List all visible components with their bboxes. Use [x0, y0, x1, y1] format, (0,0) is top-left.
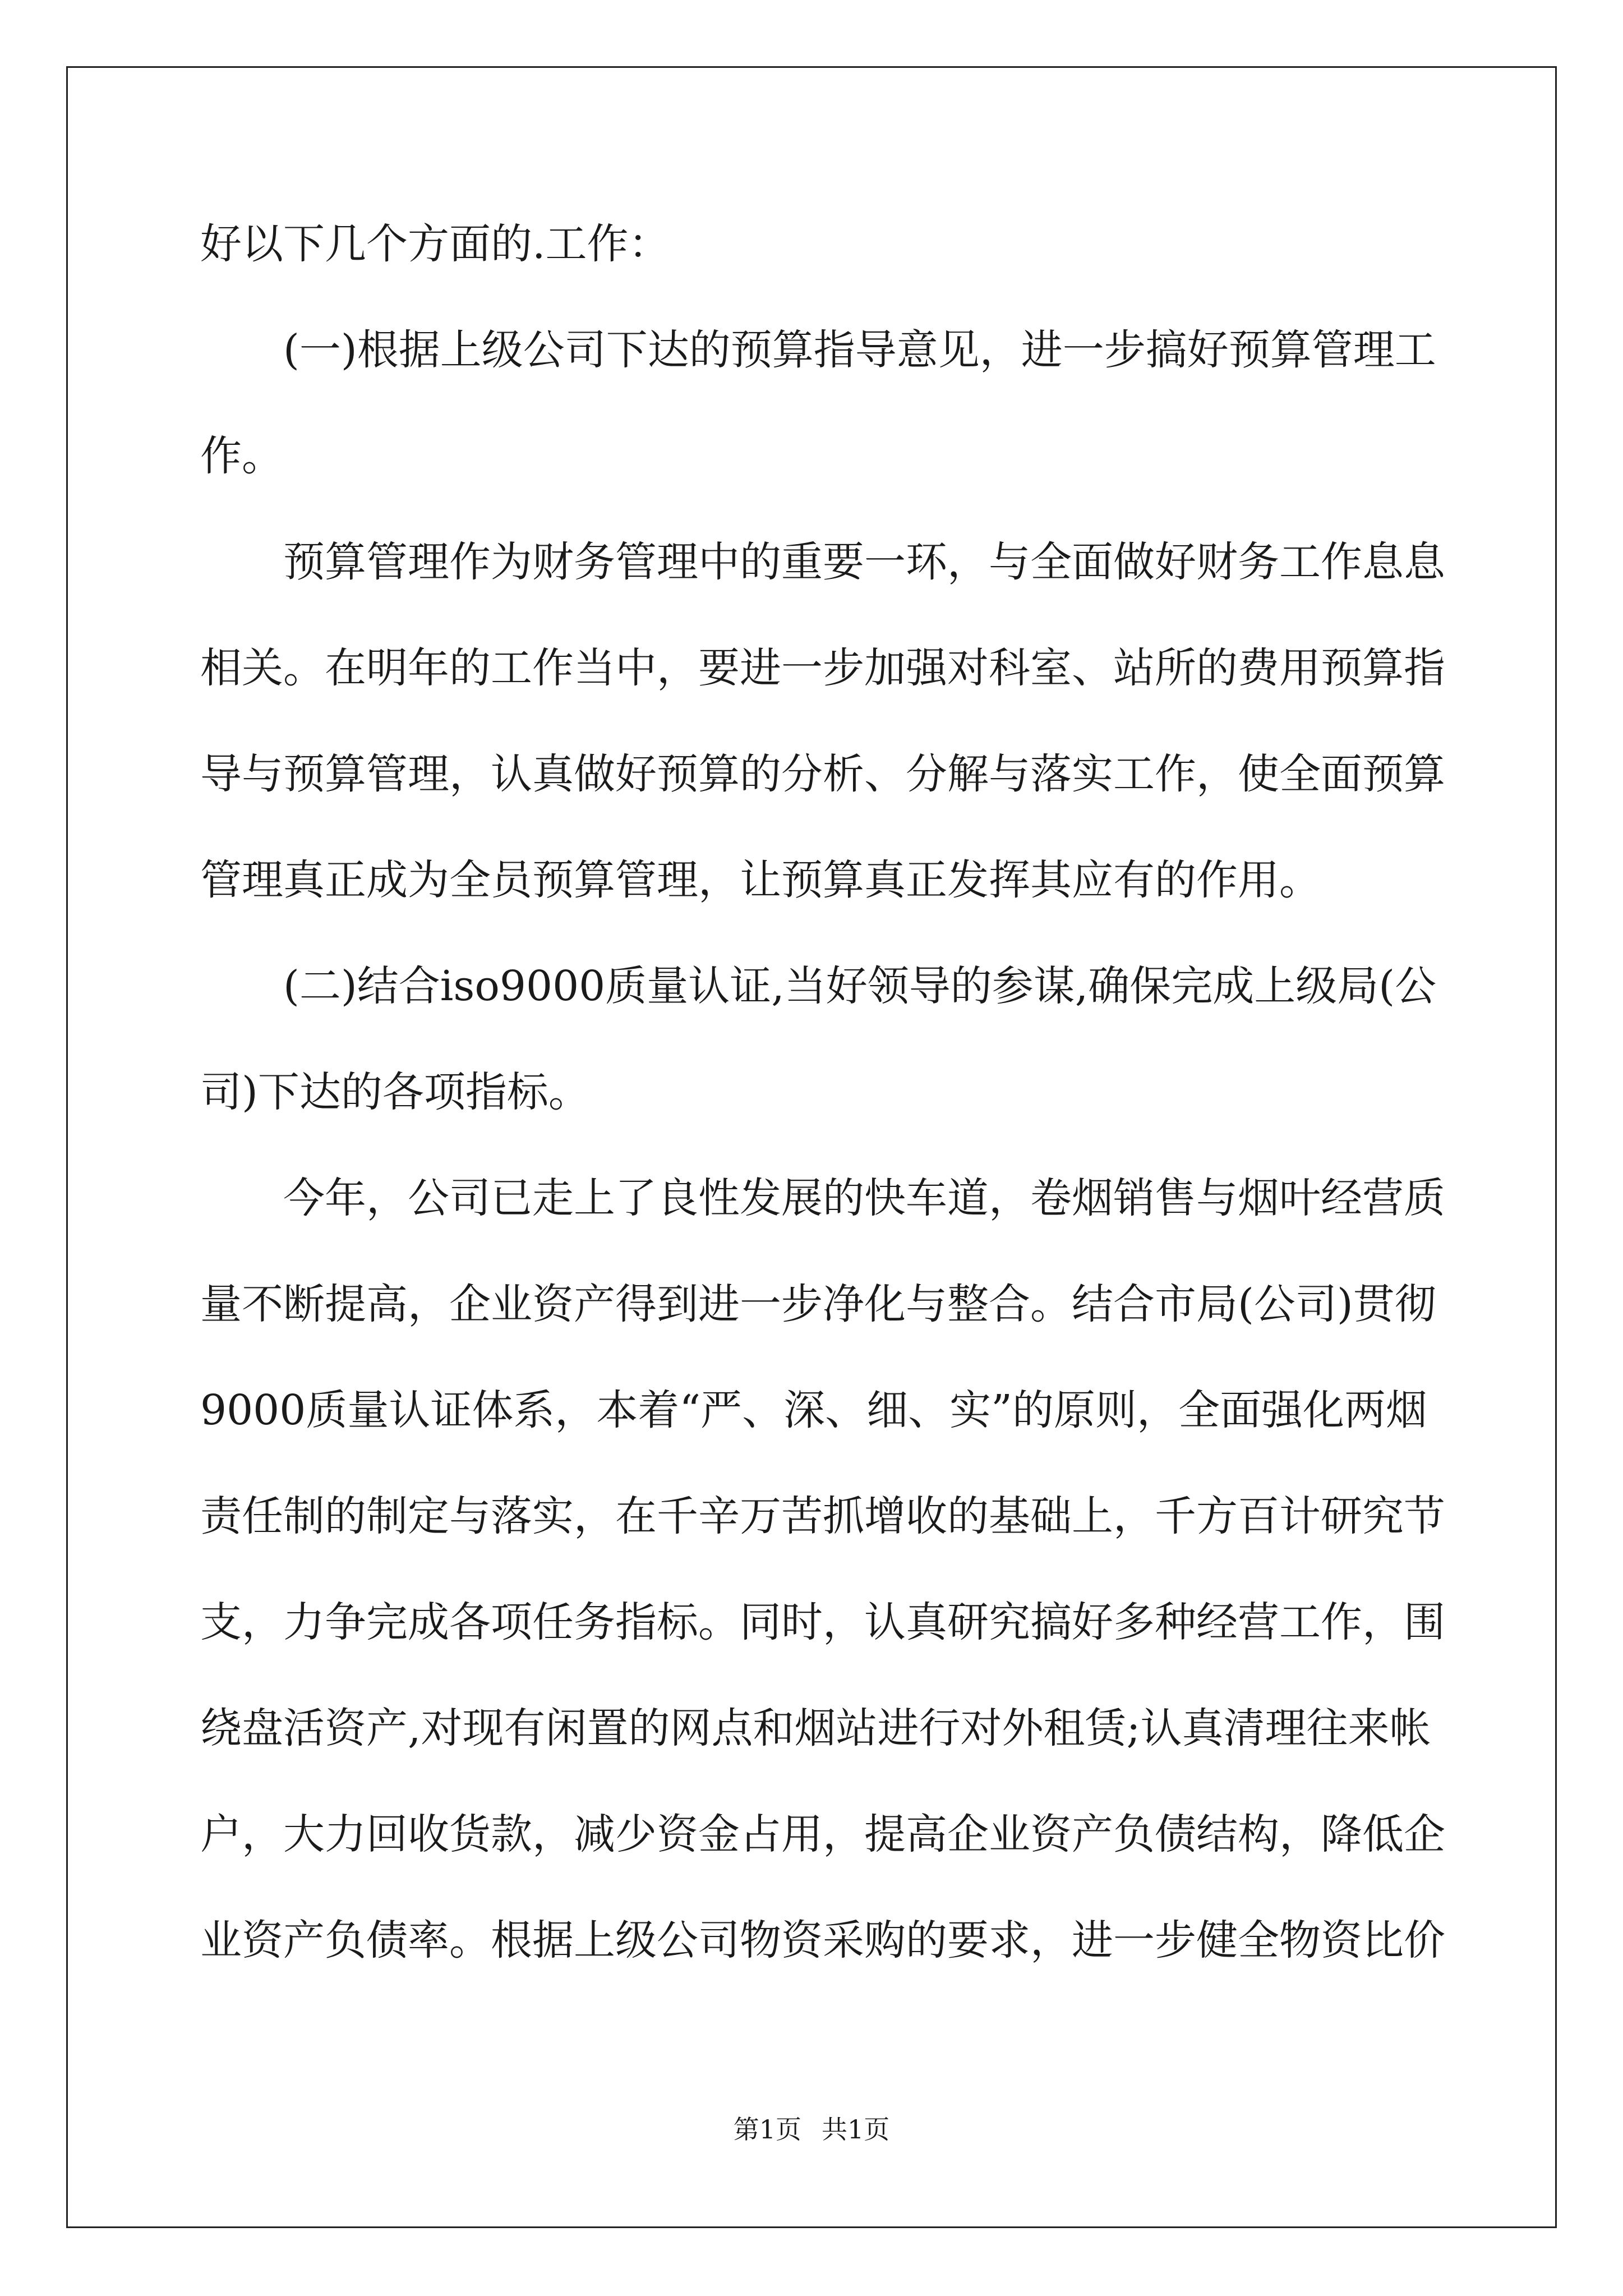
text-line-5: 相关。在明年的工作当中，要进一步加强对科室、站所的费用预算指	[200, 644, 1445, 692]
text-line-10: 今年，公司已走上了良性发展的快车道，卷烟销售与烟叶经营质	[283, 1174, 1445, 1222]
text-line-15: 绕盘活资产,对现有闲置的网点和烟站进行对外租赁;认真清理往来帐	[200, 1704, 1431, 1752]
page-border	[66, 66, 1557, 2228]
page-footer	[0, 2113, 1623, 2146]
text-line-7: 管理真正成为全员预算管理，让预算真正发挥其应有的作用。	[200, 856, 1321, 904]
total-pages: 共1页	[822, 2114, 890, 2145]
text-line-4: 预算管理作为财务管理中的重要一环，与全面做好财务工作息息	[283, 538, 1445, 586]
text-line-14: 支，力争完成各项任务指标。同时，认真研究搞好多种经营工作，围	[200, 1598, 1445, 1646]
text-line-1: 好以下几个方面的.工作：	[200, 220, 670, 268]
text-line-12: 9000质量认证体系，本着“严、深、细、实”的原则，全面强化两烟	[200, 1386, 1427, 1434]
text-line-3: 作。	[200, 432, 283, 480]
text-line-6: 导与预算管理，认真做好预算的分析、分解与落实工作，使全面预算	[200, 750, 1445, 798]
text-line-2: (一)根据上级公司下达的预算指导意见，进一步搞好预算管理工	[283, 326, 1436, 374]
text-line-13: 责任制的制定与落实，在千辛万苦抓增收的基础上，千方百计研究节	[200, 1492, 1445, 1540]
text-line-17: 业资产负债率。根据上级公司物资采购的要求，进一步健全物资比价	[200, 1916, 1445, 1964]
text-line-11: 量不断提高，企业资产得到进一步净化与整合。结合市局(公司)贯彻	[200, 1280, 1436, 1328]
text-line-16: 户，大力回收货款，减少资金占用，提高企业资产负债结构，降低企	[200, 1810, 1445, 1858]
page-number: 第1页	[733, 2114, 801, 2145]
text-line-8: (二)结合iso9000质量认证,当好领导的参谋,确保完成上级局(公	[283, 962, 1437, 1010]
text-line-9: 司)下达的各项指标。	[200, 1068, 590, 1116]
